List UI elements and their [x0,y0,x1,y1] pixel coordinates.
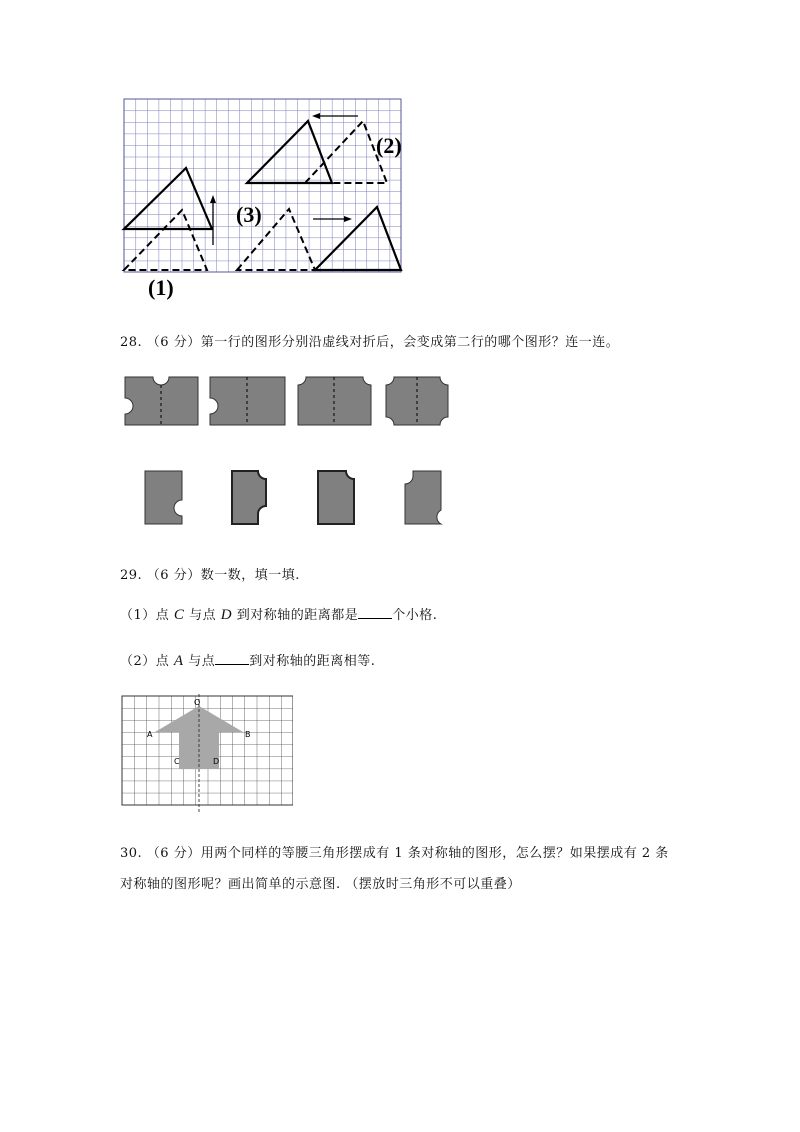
question-30-line-1: 30. （6 分）用两个同样的等腰三角形摆成有 1 条对称轴的图形，怎么摆？如果摆成有 2 条 [120,846,669,861]
folded-shapes-row-2 [140,466,450,528]
fold-shapes-row-1 [120,372,450,432]
fold-shape [386,377,448,425]
question-30-line-2: 对称轴的图形呢？画出简单的示意图. （摆放时三角形不可以重叠） [120,877,521,892]
question-28-text: 28. （6 分）第一行的图形分别沿虚线对折后，会变成第二行的哪个图形？连一连。 [120,335,620,350]
arrow-symmetry-grid [118,692,293,814]
answer-blank-1[interactable] [358,606,392,619]
folded-shape [232,471,266,524]
fold-shape [298,377,371,425]
point-o-label: O [194,698,201,707]
label-2: (2) [376,133,402,158]
point-d-label: D [213,757,220,766]
folded-shape [145,471,182,524]
question-29-part-1: （1）点 C 与点 D 到对称轴的距离都是 个小格. [120,607,438,623]
fold-shape [125,377,198,425]
folded-shape [318,471,354,524]
question-29-title: 29. （6 分）数一数，填一填. [120,568,300,583]
answer-blank-2[interactable] [215,652,249,665]
point-a-label: A [147,730,153,739]
folded-shape [405,471,441,524]
question-29-part-2: （2）点 A 与点 到对称轴的距离相等. [120,653,376,669]
point-b-label: B [245,730,251,739]
fold-shape [210,377,285,425]
label-3: (3) [236,202,262,227]
label-1: (1) [148,275,174,300]
point-c-label: C [174,757,180,766]
translation-grid-figure [118,95,418,305]
